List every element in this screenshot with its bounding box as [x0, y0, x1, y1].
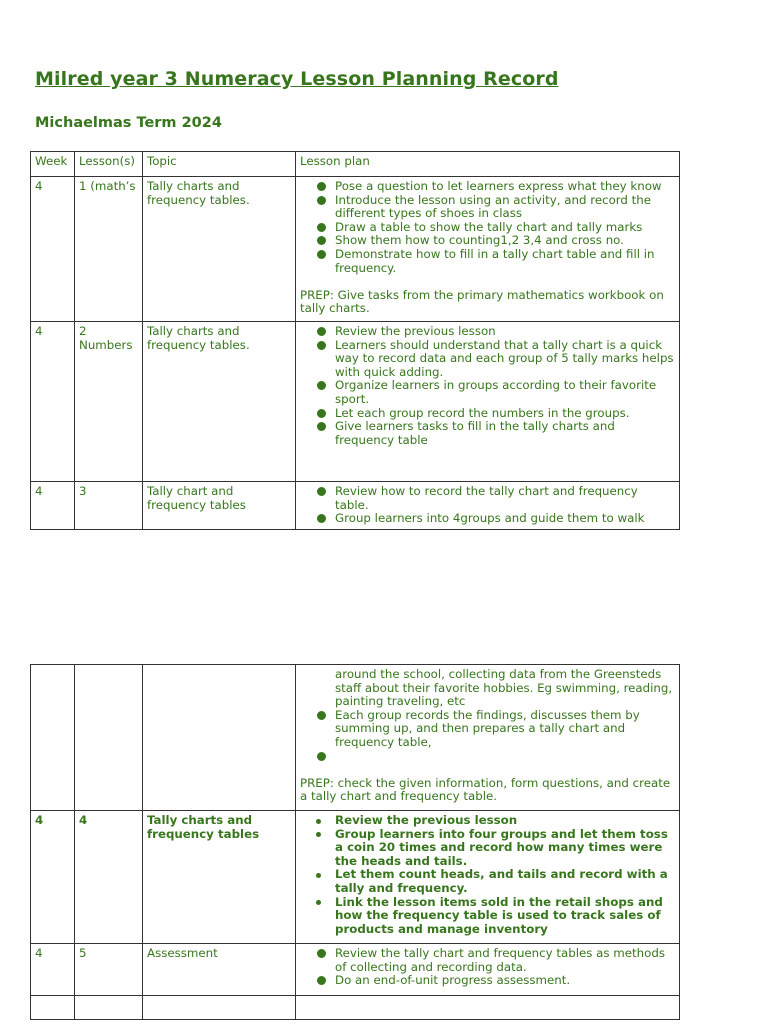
bullet-icon [317, 182, 326, 191]
row-topic: Tally charts and frequency tables [143, 811, 296, 944]
table-row [31, 811, 680, 944]
row-lesson-plan [296, 811, 680, 944]
row-topic: Tally charts and frequency tables. [143, 177, 296, 322]
lesson-plan-table-continued [30, 664, 680, 1020]
row-lesson-plan [296, 944, 680, 996]
row-lesson-plan [296, 322, 680, 482]
row-week [31, 996, 75, 1020]
list-item: Demonstrate how to fill in a tally chart table and fill in frequency. [335, 248, 675, 275]
row-topic [143, 665, 296, 811]
bullet-icon [316, 819, 321, 824]
bullet-icon [317, 976, 326, 985]
list-item: Review the previous lesson [335, 325, 675, 339]
bullet-icon [317, 196, 326, 205]
row-lesson: 4 [75, 811, 143, 944]
list-item: Group learners into 4groups and guide them to walk [335, 512, 675, 526]
bullet-icon [317, 327, 326, 336]
header-lesson-plan: Lesson plan [296, 152, 680, 177]
header-topic: Topic [143, 152, 296, 177]
row-lesson [75, 996, 143, 1020]
list-item: Learners should understand that a tally chart is a quick way to record data and each group of 5 tally marks helps with quick adding. [335, 339, 675, 380]
row-week: 4 [31, 177, 75, 322]
bullet-icon [316, 900, 321, 905]
list-item: Draw a table to show the tally chart and tally marks [335, 221, 675, 235]
lesson-plan-list [300, 485, 675, 526]
list-item: Review the tally chart and frequency tables as methods of collecting and recording data. [335, 947, 675, 974]
table-row [31, 944, 680, 996]
table-row [31, 996, 680, 1020]
table-row [31, 482, 680, 530]
term-subtitle: Michaelmas Term 2024 [35, 115, 222, 131]
list-item: Introduce the lesson using an activity, and record the different types of shoes in class [335, 194, 675, 221]
lesson-plan-list [300, 180, 675, 275]
row-lesson: 1 (math’s [75, 177, 143, 322]
list-item: Show them how to counting1,2 3,4 and cross no. [335, 234, 675, 248]
row-lesson: 5 [75, 944, 143, 996]
row-week: 4 [31, 322, 75, 482]
list-item: Group learners into four groups and let them toss a coin 20 times and record how many times were the heads and tails. [335, 828, 675, 869]
prep-note: PREP: check the given information, form questions, and create a tally chart and frequency table. [300, 775, 671, 804]
bullet-icon [317, 949, 326, 958]
bullet-icon [317, 409, 326, 418]
lesson-plan-table [30, 151, 680, 530]
bullet-icon [317, 711, 326, 720]
list-item [335, 750, 675, 764]
row-week: 4 [31, 944, 75, 996]
bullet-icon [317, 250, 326, 259]
bullet-icon [317, 487, 326, 496]
row-lesson [75, 665, 143, 811]
bullet-icon [316, 873, 321, 878]
bullet-icon [317, 422, 326, 431]
table-row [31, 177, 680, 322]
list-item: Review the previous lesson [335, 814, 675, 828]
header-lesson: Lesson(s) [75, 152, 143, 177]
bullet-icon [316, 832, 321, 837]
header-week: Week [31, 152, 75, 177]
document-title: Milred year 3 Numeracy Lesson Planning Record [35, 68, 559, 90]
bullet-icon [317, 514, 326, 523]
bullet-icon [317, 223, 326, 232]
list-item: Let each group record the numbers in the groups. [335, 407, 675, 421]
bullet-icon [317, 381, 326, 390]
list-item: Do an end-of-unit progress assessment. [335, 974, 675, 988]
continued-text: around the school, collecting data from the Greensteds staff about their favorite hobbies. Eg swimming, reading, painting traveling, etc [335, 667, 673, 709]
row-lesson-plan [296, 996, 680, 1020]
list-item: Give learners tasks to fill in the tally charts and frequency table [335, 420, 675, 447]
row-lesson-plan [296, 665, 680, 811]
row-lesson: 2 Numbers [75, 322, 143, 482]
lesson-plan-list [300, 709, 675, 763]
list-item: Review how to record the tally chart and frequency table. [335, 485, 675, 512]
row-lesson-plan [296, 177, 680, 322]
list-item: Each group records the findings, discusses them by summing up, and then prepares a tally chart and frequency table, [335, 709, 675, 750]
row-week [31, 665, 75, 811]
bullet-icon [317, 236, 326, 245]
table-row [31, 665, 680, 811]
row-lesson-plan [296, 482, 680, 530]
table-header-row [31, 152, 680, 177]
table-row [31, 322, 680, 482]
bullet-icon [317, 341, 326, 350]
bullet-icon [317, 752, 326, 761]
lesson-plan-list [300, 814, 675, 936]
row-topic: Tally charts and frequency tables. [143, 322, 296, 482]
row-week: 4 [31, 482, 75, 530]
list-item: Link the lesson items sold in the retail shops and how the frequency table is used to track sales of products and manage inventory [335, 896, 675, 937]
row-lesson: 3 [75, 482, 143, 530]
row-topic: Tally chart and frequency tables [143, 482, 296, 530]
row-topic [143, 996, 296, 1020]
list-item: Organize learners in groups according to their favorite sport. [335, 379, 675, 406]
list-item: Let them count heads, and tails and record with a tally and frequency. [335, 868, 675, 895]
lesson-plan-list [300, 947, 675, 988]
lesson-plan-list [300, 325, 675, 447]
row-topic: Assessment [143, 944, 296, 996]
list-item: Pose a question to let learners express what they know [335, 180, 675, 194]
prep-note: PREP: Give tasks from the primary mathematics workbook on tally charts. [300, 287, 664, 316]
row-week: 4 [31, 811, 75, 944]
